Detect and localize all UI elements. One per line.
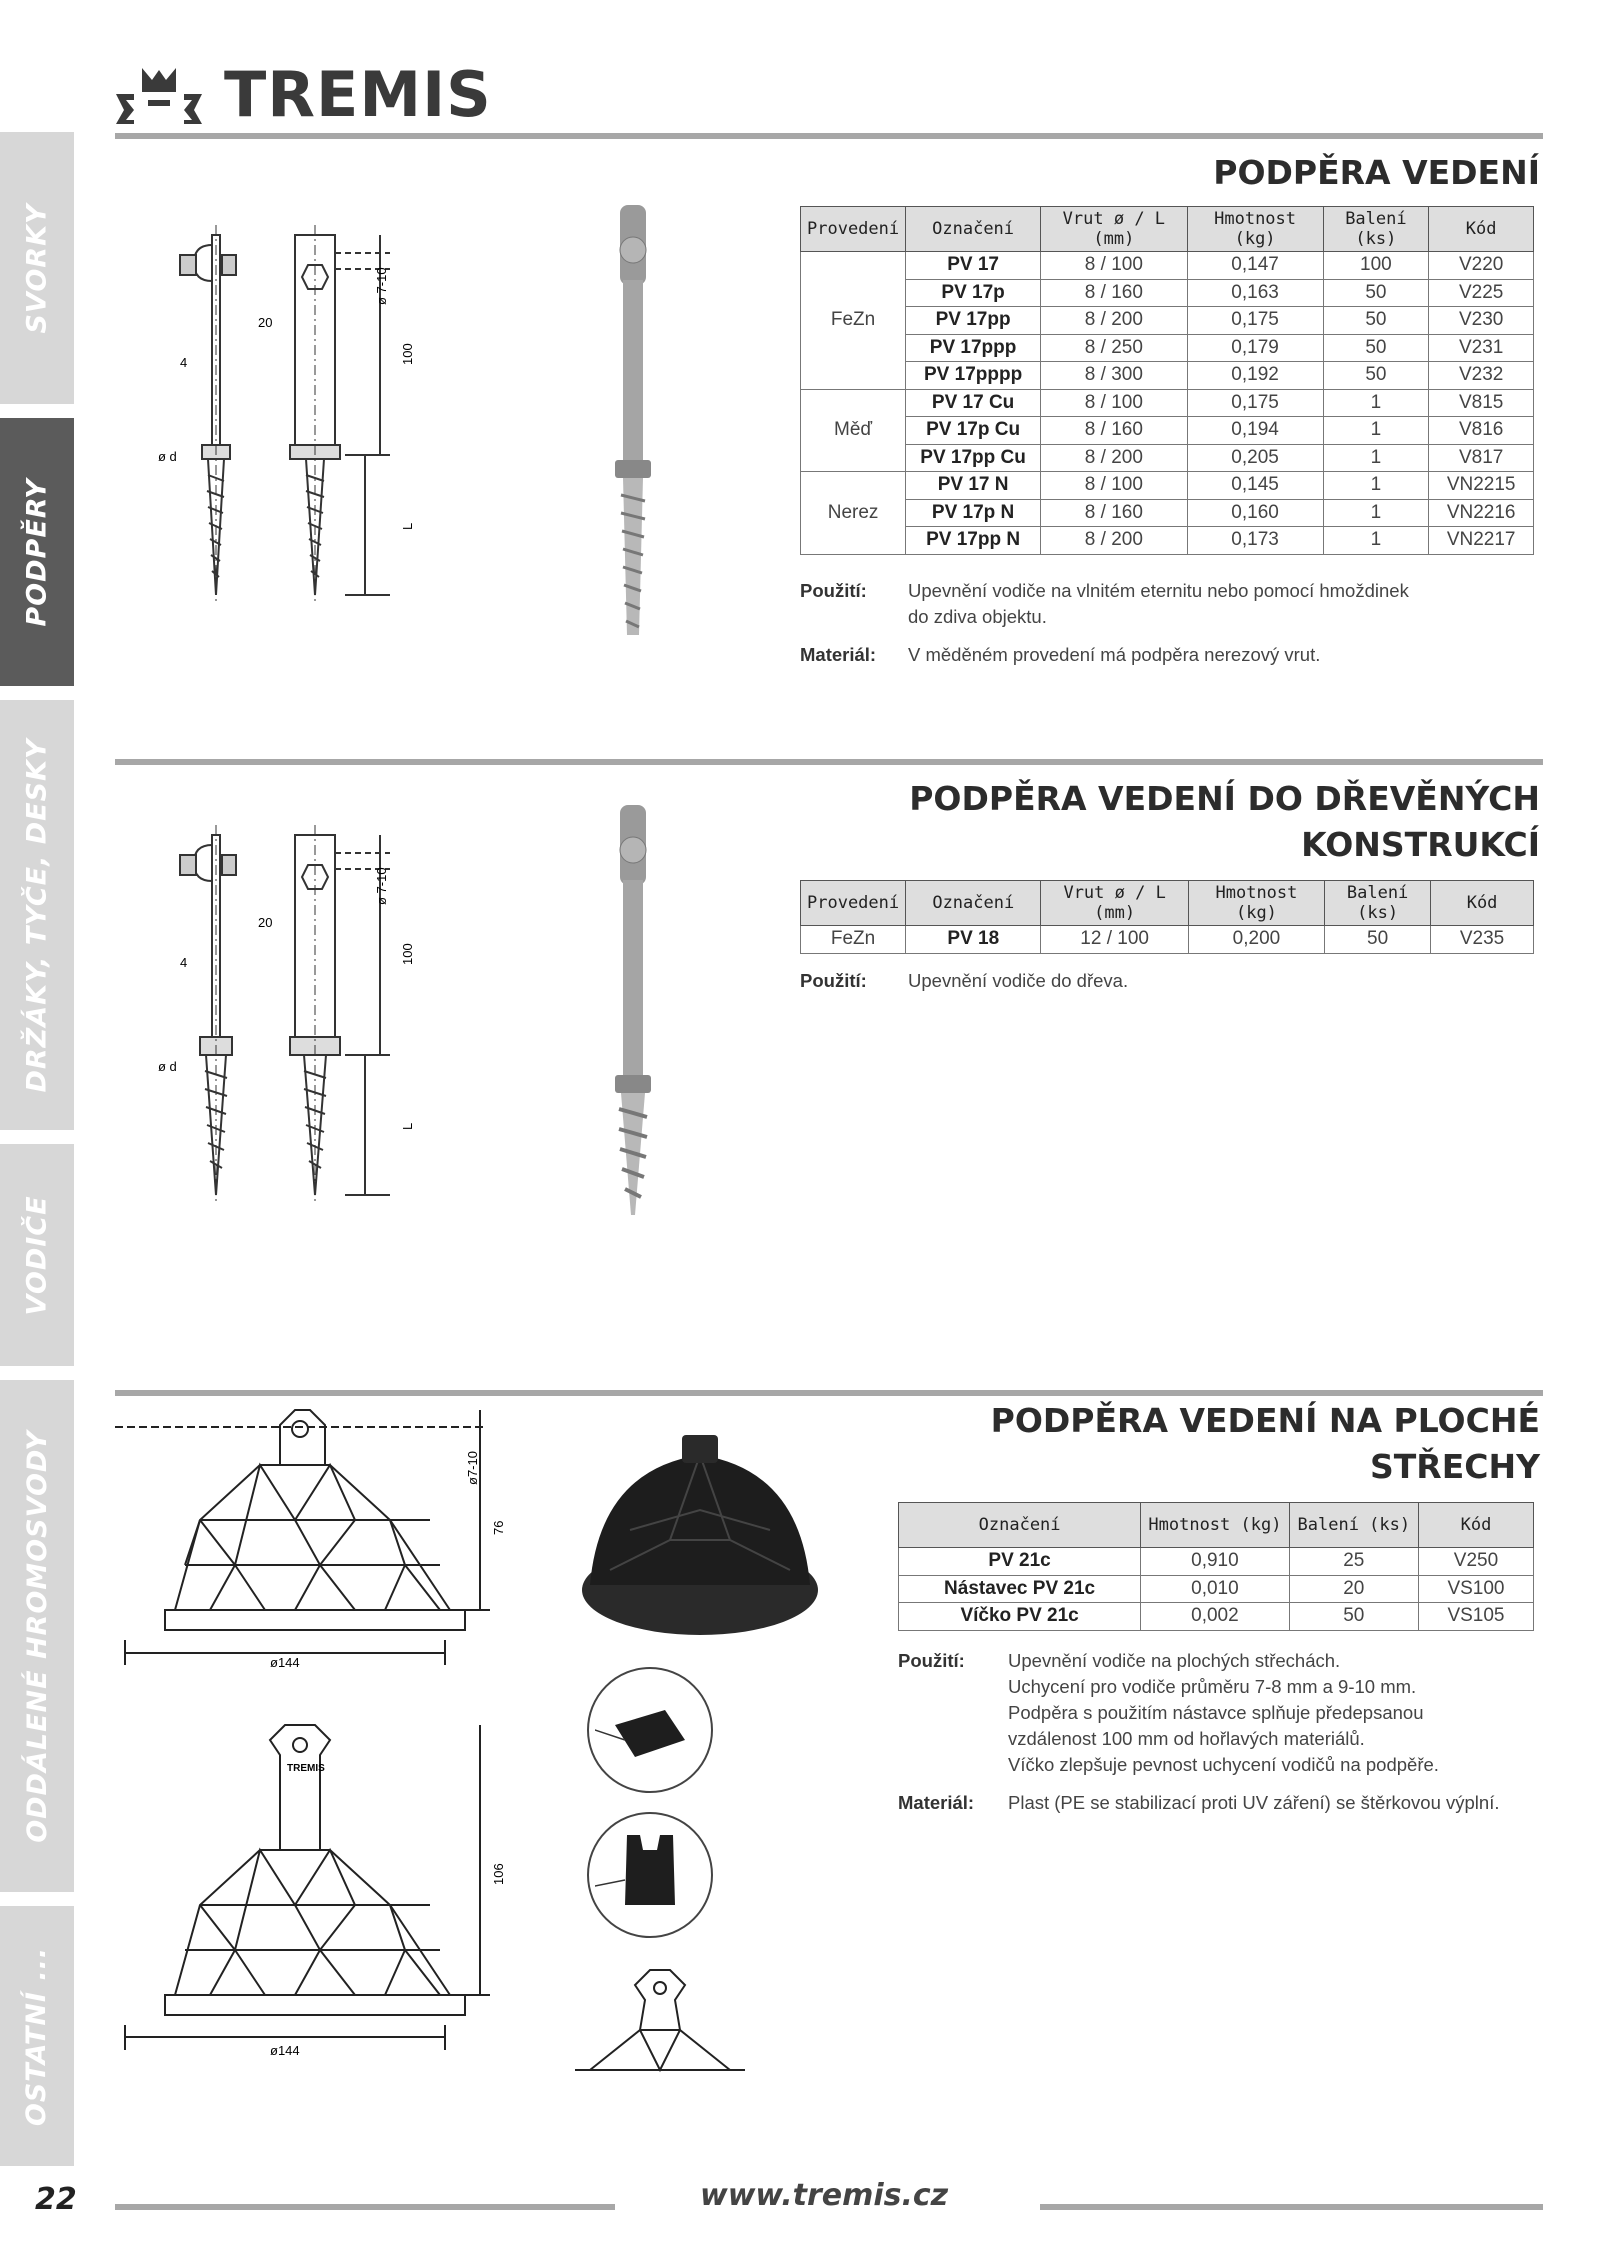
code-cell: VN2216 [1429, 499, 1534, 527]
dim-thread-label: ø 7-10 [374, 867, 389, 905]
screw-cell: 8 / 160 [1041, 499, 1188, 527]
pack-cell: 50 [1289, 1603, 1418, 1631]
col-header: Provedení [801, 207, 906, 252]
code-cell: V231 [1429, 334, 1534, 362]
footer-rule-right [1040, 2204, 1543, 2210]
section2-rule [115, 759, 1543, 765]
dim-thread-label: ø 7-10 [374, 267, 389, 305]
table-row [899, 1575, 1534, 1603]
col-header: Hmotnost (kg) [1141, 1503, 1290, 1548]
dim-144b-label: ø144 [270, 2043, 300, 2058]
material-text: V měděném provedení má podpěra nerezový vrut. [908, 644, 1321, 665]
designation-cell: PV 18 [906, 926, 1041, 954]
designation-cell: Víčko PV 21c [899, 1603, 1141, 1631]
pack-cell: 1 [1323, 527, 1429, 555]
code-cell: V250 [1418, 1548, 1533, 1576]
screw-cell: 8 / 300 [1041, 362, 1188, 390]
pack-cell: 20 [1289, 1575, 1418, 1603]
screw-cell: 8 / 250 [1041, 334, 1188, 362]
table-row [801, 444, 1534, 472]
screw-cell: 8 / 160 [1041, 417, 1188, 445]
col-header: Kód [1431, 881, 1534, 926]
weight-cell: 0,910 [1141, 1548, 1290, 1576]
dim-length-label: L [400, 1122, 415, 1130]
page-number: 22 [35, 2182, 77, 2217]
usage-text: Víčko zlepšuje pevnost uchycení vodičů na podpěře. [1008, 1754, 1439, 1775]
code-cell: VN2217 [1429, 527, 1534, 555]
footer-url-link[interactable]: www.tremis.cz [700, 2178, 949, 2213]
dim-thread-label: ø7-10 [465, 1451, 480, 1485]
designation-cell: PV 17pppp [906, 362, 1041, 390]
section3-product-photo [570, 1410, 830, 1660]
table-header-row [801, 207, 1534, 252]
section3-notes [898, 1648, 1548, 1828]
designation-cell: PV 17p N [906, 499, 1041, 527]
designation-cell: PV 17ppp [906, 334, 1041, 362]
col-header: Provedení [801, 881, 906, 926]
designation-cell: PV 17 Cu [906, 389, 1041, 417]
section1-technical-drawing [150, 225, 450, 615]
code-cell: VS100 [1418, 1575, 1533, 1603]
screw-cell: 8 / 160 [1041, 279, 1188, 307]
weight-cell: 0,002 [1141, 1603, 1290, 1631]
dim-106-label: 106 [491, 1863, 506, 1885]
sidebar-tab-podpery[interactable] [0, 418, 74, 686]
dim-diam-label: ø d [158, 1059, 177, 1074]
code-cell: V230 [1429, 307, 1534, 335]
sidebar-tab-svorky[interactable] [0, 132, 74, 404]
table-row [801, 279, 1534, 307]
section1-notes [800, 578, 1540, 668]
sidebar-tab-oddalene[interactable] [0, 1380, 74, 1892]
col-header: Vrut ø / L (mm) [1041, 207, 1188, 252]
sidebar-tab-label: VODIČE [21, 1194, 53, 1316]
col-header: Hmotnost (kg) [1188, 881, 1324, 926]
col-header: Balení (ks) [1325, 881, 1431, 926]
usage-label: Použití: [898, 1650, 965, 1671]
dim-144-label: ø144 [270, 1655, 300, 1670]
weight-cell: 0,163 [1187, 279, 1323, 307]
designation-cell: PV 17pp [906, 307, 1041, 335]
usage-text: Podpěra s použitím nástavce splňuje předepsanou [1008, 1702, 1424, 1723]
usage-text: Upevnění vodiče na vlnitém eternitu nebo pomocí hmoždinek [908, 580, 1409, 601]
table-row [801, 307, 1534, 335]
dim-76-label: 76 [491, 1520, 506, 1535]
designation-cell: PV 17p [906, 279, 1041, 307]
col-header: Kód [1429, 207, 1534, 252]
usage-text: Uchycení pro vodiče průměru 7-8 mm a 9-10 mm. [1008, 1676, 1417, 1697]
section3-title-line2: STŘECHY [1370, 1447, 1540, 1486]
dim-20-label: 20 [258, 315, 273, 330]
section1-product-photo [585, 195, 695, 655]
code-cell: V816 [1429, 417, 1534, 445]
screw-cell: 8 / 100 [1041, 472, 1188, 500]
section2-title [820, 776, 1540, 868]
table-row [801, 926, 1534, 954]
sidebar-tab-label: OSTATNÍ ... [21, 1946, 53, 2126]
code-cell: V817 [1429, 444, 1534, 472]
section2-title-line1: PODPĚRA VEDENÍ DO DŘEVĚNÝCH [909, 779, 1540, 818]
table-row [801, 417, 1534, 445]
section3-rule [115, 1390, 1543, 1396]
col-header: Označení [906, 207, 1041, 252]
sidebar-tab-label: PODPĚRY [21, 477, 53, 627]
usage-text: Upevnění vodiče na plochých střechách. [1008, 1650, 1341, 1671]
pack-cell: 50 [1323, 279, 1429, 307]
section1-title: PODPĚRA VEDENÍ [1213, 153, 1540, 192]
pack-cell: 1 [1323, 417, 1429, 445]
table-row [801, 334, 1534, 362]
col-header: Označení [899, 1503, 1141, 1548]
section2-product-photo [585, 795, 695, 1225]
material-label: Materiál: [800, 644, 877, 665]
pack-cell: 1 [1323, 444, 1429, 472]
sidebar-tab-label: DRŽÁKY, TYČE, DESKY [21, 737, 53, 1093]
weight-cell: 0,175 [1187, 389, 1323, 417]
section3-technical-drawing [105, 1405, 515, 2085]
dim-4-label: 4 [180, 955, 188, 970]
material-text: Plast (PE se stabilizací proti UV záření) se štěrkovou výplní. [1008, 1792, 1500, 1813]
section3-title-line1: PODPĚRA VEDENÍ NA PLOCHÉ [990, 1401, 1540, 1440]
usage-text: vzdálenost 100 mm od hořlavých materiálů. [1008, 1728, 1365, 1749]
pack-cell: 50 [1325, 926, 1431, 954]
col-header: Označení [906, 881, 1041, 926]
pack-cell: 100 [1323, 252, 1429, 280]
brand-logo [112, 60, 492, 130]
weight-cell: 0,147 [1187, 252, 1323, 280]
dim-100-label: 100 [400, 343, 415, 365]
table-header-row [801, 881, 1534, 926]
table-row [899, 1548, 1534, 1576]
code-cell: V235 [1431, 926, 1534, 954]
section2-table [800, 880, 1534, 954]
footer-rule-left [115, 2204, 615, 2210]
mini-brand-label: TREMIS [287, 1763, 325, 1774]
table-row [801, 527, 1534, 555]
group-cell: FeZn [801, 252, 906, 390]
weight-cell: 0,192 [1187, 362, 1323, 390]
table-row [801, 472, 1534, 500]
weight-cell: 0,160 [1187, 499, 1323, 527]
weight-cell: 0,179 [1187, 334, 1323, 362]
screw-cell: 8 / 200 [1041, 307, 1188, 335]
col-header: Balení (ks) [1289, 1503, 1418, 1548]
sidebar-tab-label: SVORKY [21, 202, 53, 334]
sidebar-tab-label: ODDÁLENÉ HROMOSVODY [21, 1429, 53, 1843]
screw-cell: 8 / 200 [1041, 444, 1188, 472]
table-row [801, 389, 1534, 417]
dim-4-label: 4 [180, 355, 188, 370]
screw-cell: 8 / 200 [1041, 527, 1188, 555]
material-label: Materiál: [898, 1792, 975, 1813]
dim-20-label: 20 [258, 915, 273, 930]
weight-cell: 0,173 [1187, 527, 1323, 555]
pack-cell: 50 [1323, 334, 1429, 362]
pack-cell: 1 [1323, 499, 1429, 527]
weight-cell: 0,205 [1187, 444, 1323, 472]
header-rule [115, 133, 1543, 139]
col-header: Hmotnost (kg) [1187, 207, 1323, 252]
dim-diam-label: ø d [158, 449, 177, 464]
designation-cell: PV 17p Cu [906, 417, 1041, 445]
designation-cell: PV 17 N [906, 472, 1041, 500]
section2-title-line2: KONSTRUKCÍ [1301, 825, 1540, 864]
weight-cell: 0,145 [1187, 472, 1323, 500]
sidebar-tab-drzaky[interactable] [0, 700, 74, 1130]
table-row [801, 499, 1534, 527]
section2-notes [800, 968, 1540, 998]
sidebar-tab-vodice[interactable] [0, 1144, 74, 1366]
screw-cell: 12 / 100 [1041, 926, 1188, 954]
designation-cell: PV 17pp N [906, 527, 1041, 555]
section2-technical-drawing [150, 825, 450, 1210]
code-cell: V815 [1429, 389, 1534, 417]
usage-text: do zdiva objektu. [908, 606, 1047, 627]
table-row [899, 1603, 1534, 1631]
code-cell: V225 [1429, 279, 1534, 307]
weight-cell: 0,200 [1188, 926, 1324, 954]
table-row [801, 362, 1534, 390]
pack-cell: 50 [1323, 362, 1429, 390]
group-cell: Měď [801, 389, 906, 472]
designation-cell: PV 17pp Cu [906, 444, 1041, 472]
pack-cell: 25 [1289, 1548, 1418, 1576]
col-header: Vrut ø / L (mm) [1041, 881, 1188, 926]
usage-text: Upevnění vodiče do dřeva. [908, 970, 1129, 991]
weight-cell: 0,010 [1141, 1575, 1290, 1603]
designation-cell: Nástavec PV 21c [899, 1575, 1141, 1603]
code-cell: V232 [1429, 362, 1534, 390]
screw-cell: 8 / 100 [1041, 389, 1188, 417]
brand-name: TREMIS [224, 58, 492, 131]
code-cell: VN2215 [1429, 472, 1534, 500]
table-header-row [899, 1503, 1534, 1548]
designation-cell: PV 17 [906, 252, 1041, 280]
section3-table [898, 1502, 1534, 1631]
pack-cell: 1 [1323, 472, 1429, 500]
screw-cell: 8 / 100 [1041, 252, 1188, 280]
dim-100-label: 100 [400, 943, 415, 965]
designation-cell: PV 21c [899, 1548, 1141, 1576]
pack-cell: 50 [1323, 307, 1429, 335]
usage-label: Použití: [800, 970, 867, 991]
table-row [801, 252, 1534, 280]
sidebar-tab-ostatni[interactable] [0, 1906, 74, 2166]
weight-cell: 0,194 [1187, 417, 1323, 445]
section1-table [800, 206, 1534, 555]
code-cell: VS105 [1418, 1603, 1533, 1631]
group-cell: Nerez [801, 472, 906, 555]
usage-label: Použití: [800, 580, 867, 601]
dim-length-label: L [400, 522, 415, 530]
col-header: Balení (ks) [1323, 207, 1429, 252]
weight-cell: 0,175 [1187, 307, 1323, 335]
tremis-logo-icon [112, 66, 206, 124]
section3-title [820, 1398, 1540, 1490]
pack-cell: 1 [1323, 389, 1429, 417]
col-header: Kód [1418, 1503, 1533, 1548]
code-cell: V220 [1429, 252, 1534, 280]
group-cell: FeZn [801, 926, 906, 954]
